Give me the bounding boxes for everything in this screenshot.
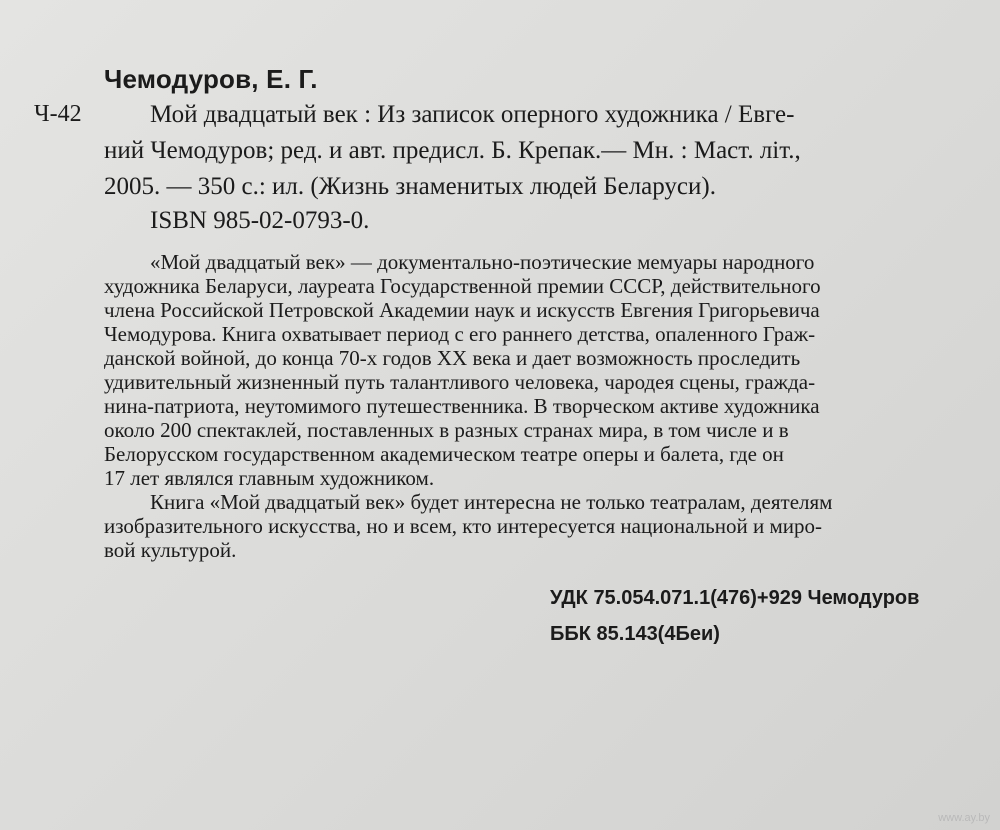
- annotation-line: 17 лет являлся главным художником.: [104, 466, 435, 490]
- biblio-line: Мой двадцатый век : Из записок оперного художника / Евге-: [150, 101, 795, 128]
- annotation-line: удивительный жизненный путь талантливого человека, чародея сцены, гражда-: [104, 370, 816, 394]
- biblio-line: 2005. — 350 с.: ил. (Жизнь знаменитых людей Беларуси).: [104, 173, 716, 200]
- annotation-line: изобразительного искусства, но и всем, кто интересуется национальной и миро-: [104, 514, 822, 538]
- annotation-line: данской войной, до конца 70-х годов XX века и дает возможность проследить: [104, 346, 801, 370]
- isbn: ISBN 985-02-0793-0.: [150, 207, 370, 234]
- classification-codes: [550, 580, 919, 652]
- author-heading: Чемодуров, Е. Г.: [104, 64, 318, 94]
- annotation-line: Белорусском государственном академическом театре оперы и балета, где он: [104, 442, 784, 466]
- annotation-line: «Мой двадцатый век» — документально-поэтические мемуары народного: [150, 250, 815, 274]
- bibliographic-description: [0, 97, 801, 205]
- watermark: www.ay.by: [938, 812, 990, 824]
- annotation: [104, 250, 942, 562]
- call-number: Ч-42: [34, 101, 82, 127]
- annotation-line: вой культурой.: [104, 538, 237, 562]
- annotation-line: нина-патриота, неутомимого путешественника. В творческом активе художника: [104, 394, 820, 418]
- annotation-line: Чемодурова. Книга охватывает период с его раннего детства, опаленного Граж-: [104, 322, 816, 346]
- udk-code: УДК 75.054.071.1(476)+929 Чемодуров: [550, 587, 920, 609]
- bbk-code: ББК 85.143(4Беи): [550, 623, 720, 645]
- annotation-line: Книга «Мой двадцатый век» будет интересна не только театралам, деятелям: [150, 490, 833, 514]
- annotation-line: члена Российской Петровской Академии наук и искусств Евгения Григорьевича: [104, 298, 820, 322]
- annotation-line: около 200 спектаклей, поставленных в разных странах мира, в том числе и в: [104, 418, 789, 442]
- biblio-line: ний Чемодуров; ред. и авт. предисл. Б. Крепак.— Мн. : Маст. літ.,: [104, 137, 801, 164]
- annotation-line: художника Беларуси, лауреата Государственной премии СССР, действительного: [104, 274, 821, 298]
